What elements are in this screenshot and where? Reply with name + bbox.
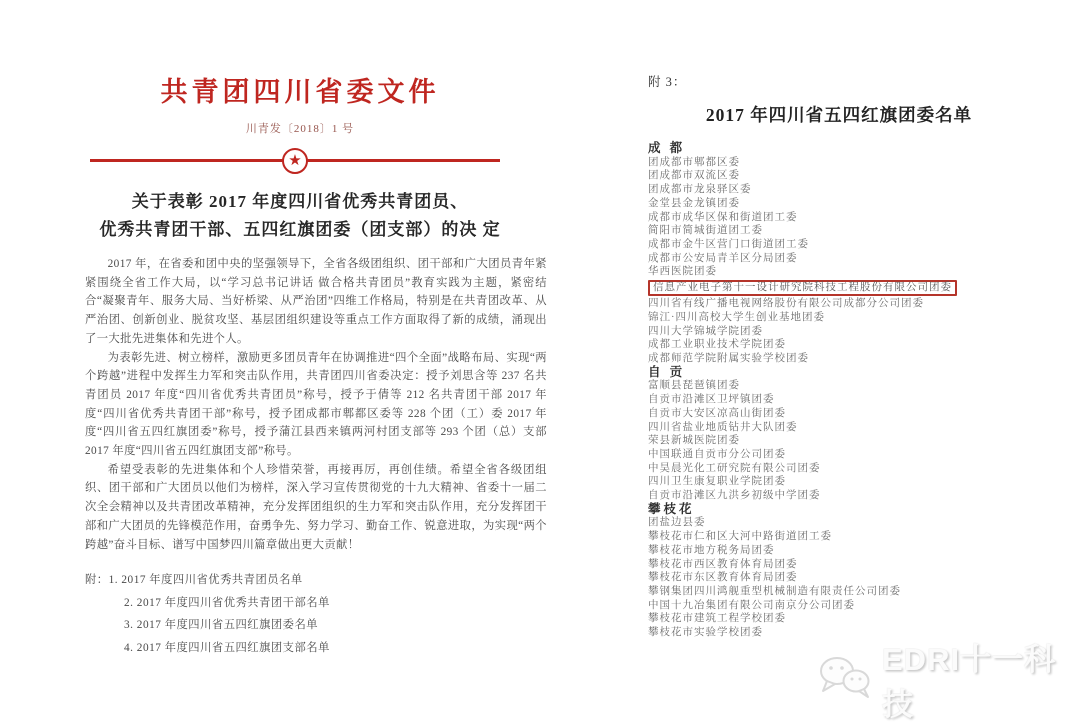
list-item: 成都工业职业技术学院团委 [648, 339, 786, 351]
list-item: 攀钢集团四川鸿舰重型机械制造有限责任公司团委 [648, 586, 901, 597]
document-title [85, 188, 515, 244]
wechat-icon [816, 654, 874, 705]
section-header: 攀枝花 [648, 501, 695, 516]
left-document-page [85, 70, 547, 660]
attachment-item: 3. 2017 年度四川省五四红旗团委名单 [124, 619, 319, 632]
document-body [85, 255, 547, 554]
document-header-title: 共青团四川省委文件 [160, 77, 440, 107]
list-item: 锦江·四川高校大学生创业基地团委 [648, 311, 825, 323]
list-item: 四川省盐业地质钻井大队团委 [648, 421, 798, 433]
list-item: 攀枝花市建筑工程学校团委 [648, 613, 786, 625]
list-item: 四川省有线广播电视网络股份有限公司成都分公司团委 [648, 298, 924, 310]
section-header: 成 都 [648, 141, 686, 155]
list-item: 攀枝花市仁和区大河中路街道团工委 [648, 531, 832, 543]
list-item: 自贡市沿滩区九洪乡初级中学团委 [648, 490, 821, 502]
body-paragraph: 为表彰先进、树立榜样，激励更多团员青年在协调推进“四个全面”战略布局、实现“两个跨越”进程中发挥生力军和突击队作用，共青团四川省委决定：授予刘思含等 237 名共青团员 2017 年度“四川省优秀共青团员”称号，授予于倩等 212 名共青团干部 2017 年度“四川省优秀共青团干部”称号，授予团成都市郫都区委等 228 个团（工）委 2017 年度“四川省五四红旗团委”称号，授予蒲江县西来镇两河村团支部等 293 个团（总）支部 2017 年度“四川省五四红旗团支部”称号。 [85, 351, 547, 458]
list-item: 攀枝花市实验学校团委 [648, 627, 763, 639]
body-paragraph: 2017 年，在省委和团中央的坚强领导下，全省各级团组织、团干部和广大团员青年紧紧围绕全省工作大局，以“学习总书记讲话 做合格共青团员”教育实践为主题，紧密结合“凝聚青年、服务大局、当好桥梁、从严治团”四维工作格局，特别是在共青团改革、从严治团、创新创业、脱贫攻坚、基层团组织建设等重点工作方面取得了新的成绩，涌现出了一大批先进集体和先进个人。 [85, 258, 547, 345]
list-item: 金堂县金龙镇团委 [648, 197, 740, 209]
document-title-line2: 优秀共青团干部、五四红旗团委（团支部）的决 定 [99, 220, 501, 239]
annex-label: 附 3： [648, 75, 687, 89]
list-item: 自贡市沿滩区卫坪镇团委 [648, 394, 775, 406]
list-item: 自贡市大安区凉高山街团委 [648, 407, 786, 419]
body-paragraph: 希望受表彰的先进集体和个人珍惜荣誉，再接再厉，再创佳绩。希望全省各级团组织、团干部和广大团员以他们为榜样，深入学习宣传贯彻党的十九大精神、省委十一届二次全会精神以及共青团改革精神，充分发挥团组织的生力军和突击队作用，充分发挥团干部和广大团员的先锋模范作用，奋勇争先、努力学习、勤奋工作、锐意进取，为实现“两个跨越”奋斗目标、谱写中国梦四川篇章做出更大贡献！ [85, 463, 547, 551]
list-item: 成都市金牛区营门口街道团工委 [648, 238, 809, 250]
list-item: 团成都市龙泉驿区委 [648, 184, 752, 196]
list-item: 中国十九冶集团有限公司南京分公司团委 [648, 599, 855, 611]
list-item: 团成都市双流区委 [648, 170, 740, 182]
list-item: 中昊晨光化工研究院有限公司团委 [648, 462, 821, 474]
document-title-line1: 关于表彰 2017 年度四川省优秀共青团员、 [131, 192, 469, 211]
list-item: 攀枝花市西区教育体育局团委 [648, 558, 798, 570]
document-header [90, 70, 510, 136]
attachment-item: 4. 2017 年度四川省五四红旗团支部名单 [124, 642, 330, 655]
document-number: 川青发〔2018〕1 号 [245, 123, 355, 135]
list-item: 简阳市简城街道团工委 [648, 225, 763, 237]
list-item: 成都师范学院附属实验学校团委 [648, 353, 809, 365]
list-item: 团盐边县委 [648, 517, 706, 529]
list-item: 华西医院团委 [648, 266, 717, 278]
attachment-item: 2. 2017 年度四川省优秀共青团干部名单 [124, 596, 330, 609]
annex-title: 2017 年四川省五四红旗团委名单 [705, 105, 973, 125]
list-item: 团成都市郫都区委 [648, 156, 740, 168]
list-item: 四川大学锦城学院团委 [648, 325, 763, 337]
attachment-item: 附：1. 2017 年度四川省优秀共青团员名单 [85, 574, 303, 587]
list-item: 攀枝花市地方税务局团委 [648, 544, 775, 556]
red-divider [90, 148, 500, 174]
list-item: 荣县新城医院团委 [648, 435, 740, 447]
watermark-text: EDRI十一科技 [882, 642, 1057, 722]
list-item: 攀枝花市东区教育体育局团委 [648, 572, 798, 584]
star-emblem-icon: ★ [282, 148, 308, 174]
section-header: 自 贡 [648, 364, 686, 379]
attachment-list [85, 569, 547, 659]
watermark [816, 634, 1080, 724]
list-item: 中国联通自贡市分公司团委 [648, 448, 786, 460]
committee-name-list [648, 142, 1030, 640]
highlighted-list-item: 信息产业电子第十一设计研究院科技工程股份有限公司团委 [648, 280, 957, 296]
list-item: 成都市公安局青羊区分局团委 [648, 252, 798, 264]
list-item: 四川卫生康复职业学院团委 [648, 476, 786, 488]
list-item: 成都市成华区保和街道团工委 [648, 211, 798, 223]
right-document-page [648, 72, 1030, 640]
list-item: 富顺县琵琶镇团委 [648, 380, 740, 392]
